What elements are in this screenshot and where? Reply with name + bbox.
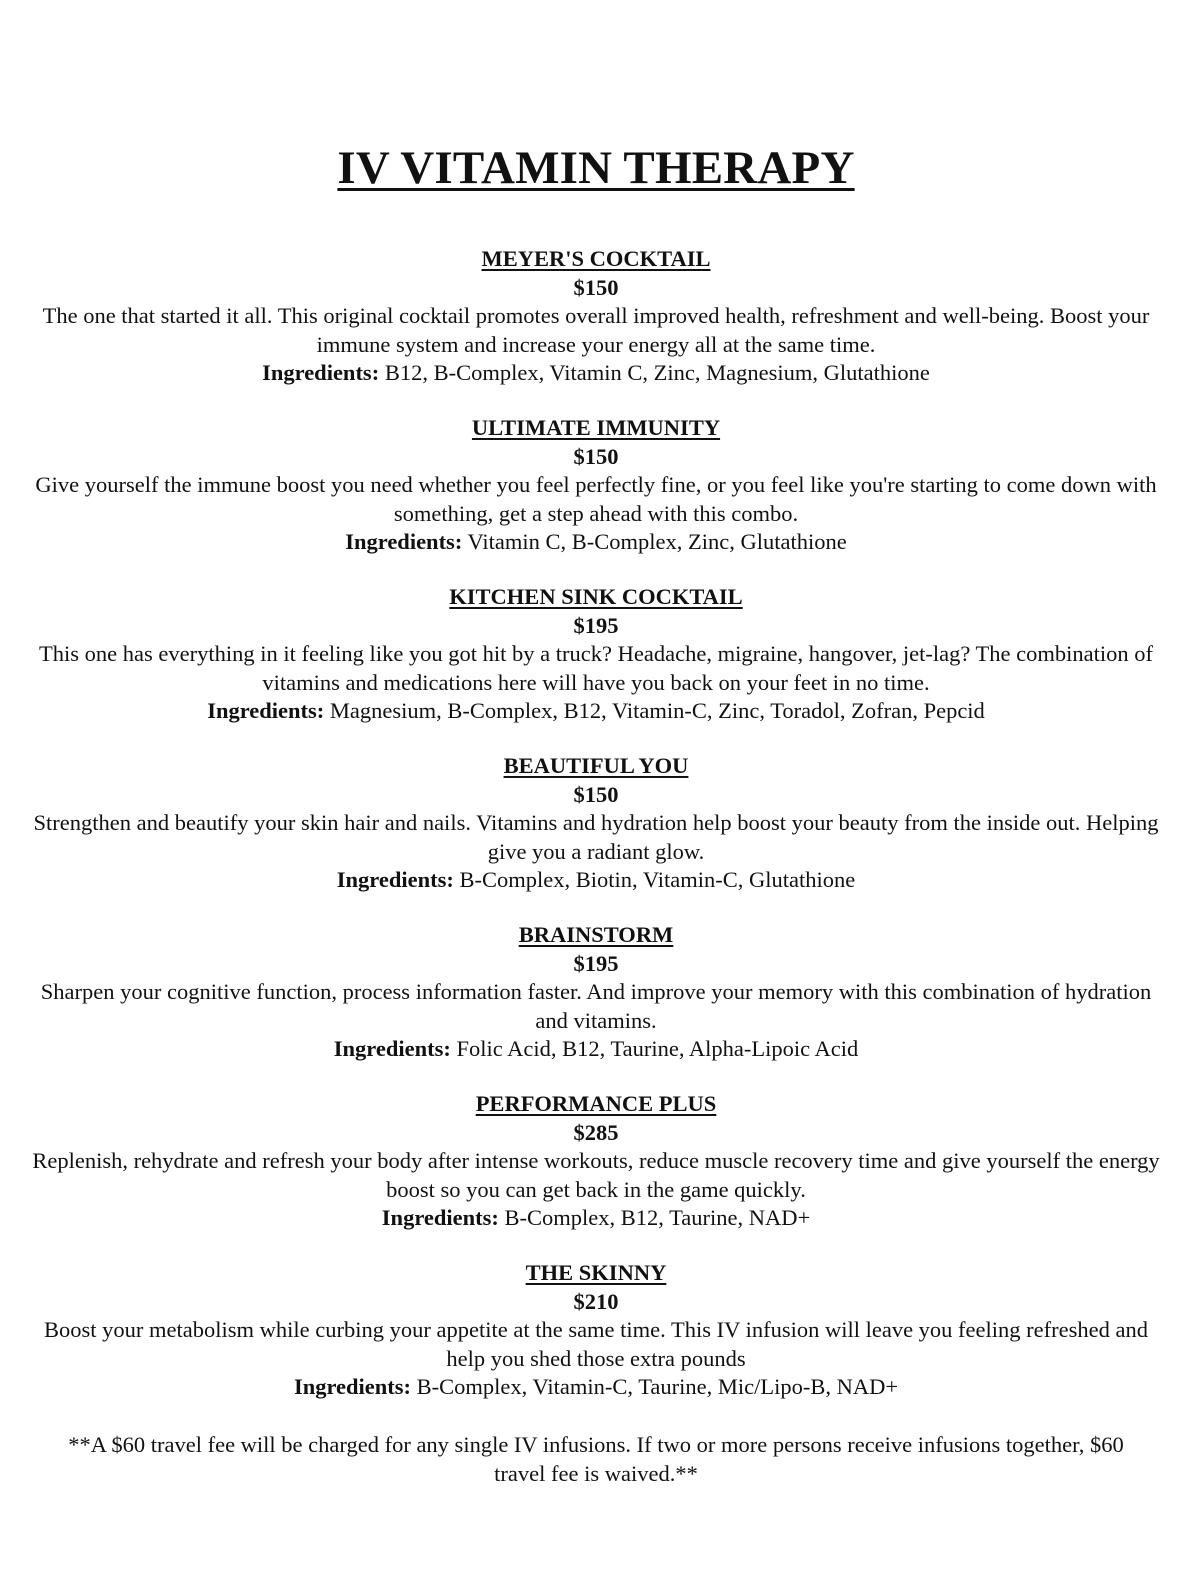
item-description: Strengthen and beautify your skin hair and nails. Vitamins and hydration help boost your beauty from the inside out. Helping give you a radiant glow. xyxy=(33,810,1159,864)
item-ingredients-line xyxy=(30,1035,1162,1064)
item-ingredients-line xyxy=(30,1204,1162,1233)
item-ingredients-line xyxy=(30,359,1162,388)
ingredients-label: Ingredients: xyxy=(381,1205,499,1231)
item-name: BEAUTIFUL YOU xyxy=(503,753,689,778)
page-title: IV VITAMIN THERAPY xyxy=(337,142,855,194)
ingredients-label: Ingredients: xyxy=(336,867,454,893)
menu-item-brainstorm xyxy=(30,921,1162,1064)
item-name: ULTIMATE IMMUNITY xyxy=(471,415,721,440)
travel-fee-note: **A $60 travel fee will be charged for any single IV infusions. If two or more persons receive infusions together, $60 travel fee is waived.** xyxy=(68,1432,1124,1486)
ingredients-label: Ingredients: xyxy=(262,360,380,386)
item-description: The one that started it all. This original cocktail promotes overall improved health, refreshment and well-being. Boost your immune system and increase your energy all at the same time. xyxy=(42,303,1150,357)
item-description: This one has everything in it feeling like you got hit by a truck? Headache, migraine, hangover, jet-lag? The combination of vitamins and medications here will have you back on your feet in no time. xyxy=(39,641,1153,695)
item-price: $285 xyxy=(573,1119,619,1145)
item-price: $195 xyxy=(573,612,619,638)
ingredients-label: Ingredients: xyxy=(345,529,463,555)
item-ingredients-line xyxy=(30,697,1162,726)
item-ingredients: B12, B-Complex, Vitamin C, Zinc, Magnesium, Glutathione xyxy=(384,360,930,386)
item-ingredients: Magnesium, B-Complex, B12, Vitamin-C, Zinc, Toradol, Zofran, Pepcid xyxy=(329,698,985,724)
menu-item-meyers-cocktail xyxy=(30,245,1162,388)
item-price: $150 xyxy=(573,781,619,807)
menu-item-performance-plus xyxy=(30,1090,1162,1233)
item-ingredients-line xyxy=(30,1373,1162,1402)
item-price: $210 xyxy=(573,1288,619,1314)
menu-item-beautiful-you xyxy=(30,752,1162,895)
item-ingredients-line xyxy=(30,528,1162,557)
ingredients-label: Ingredients: xyxy=(293,1374,412,1400)
item-ingredients: B-Complex, B12, Taurine, NAD+ xyxy=(504,1205,811,1231)
item-price: $150 xyxy=(573,443,619,469)
item-name: THE SKINNY xyxy=(525,1260,667,1285)
menu-item-kitchen-sink-cocktail xyxy=(30,583,1162,726)
item-name: KITCHEN SINK COCKTAIL xyxy=(449,584,743,609)
item-price: $195 xyxy=(573,950,619,976)
item-ingredients: Vitamin C, B-Complex, Zinc, Glutathione xyxy=(467,529,847,555)
menu-item-the-skinny xyxy=(30,1259,1162,1402)
item-ingredients: B-Complex, Biotin, Vitamin-C, Glutathione xyxy=(459,867,856,893)
menu-item-ultimate-immunity xyxy=(30,414,1162,557)
item-price: $150 xyxy=(573,274,619,300)
item-name: PERFORMANCE PLUS xyxy=(475,1091,717,1116)
ingredients-label: Ingredients: xyxy=(207,698,325,724)
item-description: Replenish, rehydrate and refresh your body after intense workouts, reduce muscle recovery time and give yourself the energy boost so you can get back in the game quickly. xyxy=(32,1148,1160,1202)
item-ingredients: Folic Acid, B12, Taurine, Alpha-Lipoic Acid xyxy=(456,1036,859,1062)
item-ingredients-line xyxy=(30,866,1162,895)
item-name: MEYER'S COCKTAIL xyxy=(481,246,711,271)
item-description: Boost your metabolism while curbing your appetite at the same time. This IV infusion will leave you feeling refreshed and help you shed those extra pounds xyxy=(44,1317,1148,1371)
item-ingredients: B-Complex, Vitamin-C, Taurine, Mic/Lipo-B, NAD+ xyxy=(416,1374,899,1400)
ingredients-label: Ingredients: xyxy=(333,1036,451,1062)
item-description: Sharpen your cognitive function, process information faster. And improve your memory with this combination of hydration and vitamins. xyxy=(40,979,1152,1033)
item-name: BRAINSTORM xyxy=(518,922,674,947)
item-description: Give yourself the immune boost you need whether you feel perfectly fine, or you feel like you're starting to come down with something, get a step ahead with this combo. xyxy=(35,472,1157,526)
